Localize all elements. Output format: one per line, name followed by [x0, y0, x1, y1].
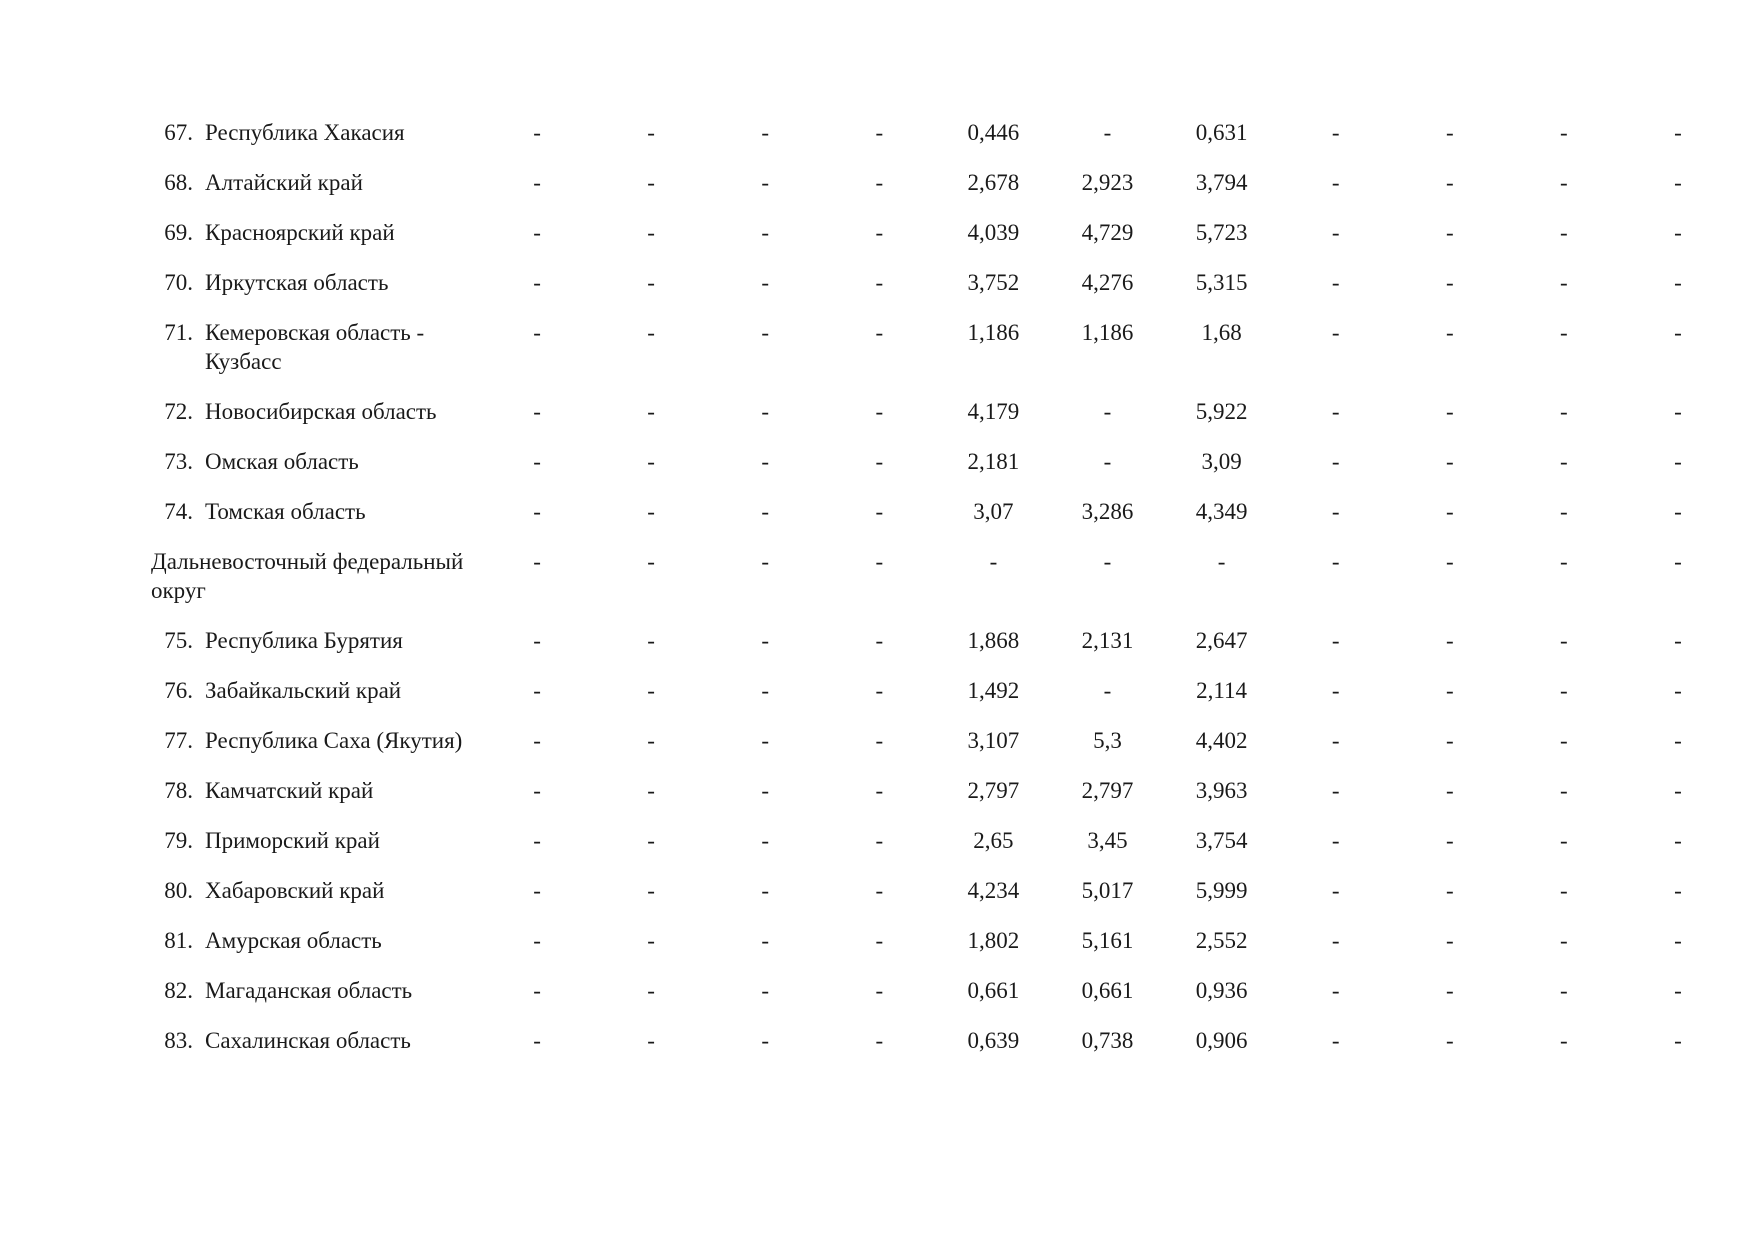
value-cell: - [761, 828, 770, 853]
value-cell: - [533, 270, 541, 295]
value-cell: - [875, 499, 884, 524]
value-cell: 2,797 [1081, 778, 1134, 803]
value-cell: - [875, 678, 884, 703]
region-name: Алтайский край [205, 170, 363, 195]
value-cell: - [1674, 978, 1682, 1003]
value-cell: - [533, 1028, 541, 1053]
value-cell: - [1331, 678, 1340, 703]
row-number: 83. [164, 1028, 193, 1053]
value-cell: - [1445, 170, 1454, 195]
table-row [145, 318, 1735, 397]
value-cell: 2,65 [973, 828, 1014, 853]
value-cell: - [761, 449, 770, 474]
value-cell: - [1674, 499, 1682, 524]
value-cell: 1,868 [967, 628, 1020, 653]
value-cell: 4,729 [1081, 220, 1134, 245]
value-cell: 3,286 [1081, 499, 1134, 524]
table-row [145, 447, 1735, 497]
value-cell: - [1560, 978, 1568, 1003]
value-cell: - [1560, 449, 1568, 474]
value-cell: 4,349 [1195, 499, 1248, 524]
value-cell: - [533, 978, 541, 1003]
value-cell: - [1560, 928, 1568, 953]
value-cell: - [1331, 878, 1340, 903]
value-cell: - [1331, 170, 1340, 195]
value-cell: 4,234 [967, 878, 1020, 903]
table-row [145, 926, 1735, 976]
table-body [145, 118, 1735, 1076]
value-cell: - [533, 120, 541, 145]
row-number: 69. [164, 220, 193, 245]
row-number: 76. [164, 678, 193, 703]
value-cell: - [647, 928, 655, 953]
row-number: 67. [164, 120, 193, 145]
value-cell: 5,161 [1081, 928, 1134, 953]
value-cell: 2,114 [1196, 678, 1248, 703]
value-cell: - [533, 828, 541, 853]
row-number: 70. [164, 270, 193, 295]
row-number: 78. [164, 778, 193, 803]
table-row [145, 397, 1735, 447]
value-cell: - [647, 120, 655, 145]
value-cell: - [1560, 678, 1568, 703]
value-cell: 2,923 [1081, 170, 1134, 195]
value-cell: - [533, 170, 541, 195]
value-cell: - [875, 1028, 884, 1053]
value-cell: - [1445, 549, 1454, 574]
value-cell: - [761, 678, 770, 703]
value-cell: - [875, 878, 884, 903]
value-cell: 2,797 [967, 778, 1020, 803]
value-cell: - [875, 978, 884, 1003]
value-cell: - [875, 778, 884, 803]
value-cell: - [1445, 220, 1454, 245]
value-cell: - [761, 549, 770, 574]
value-cell: - [875, 449, 884, 474]
value-cell: - [647, 220, 655, 245]
value-cell: - [1560, 878, 1568, 903]
value-cell: 0,661 [1081, 978, 1134, 1003]
value-cell: - [761, 978, 770, 1003]
value-cell: - [1560, 320, 1568, 345]
value-cell: 3,752 [967, 270, 1020, 295]
value-cell: - [1331, 828, 1340, 853]
value-cell: - [1103, 549, 1112, 574]
value-cell: - [875, 399, 884, 424]
value-cell: - [761, 499, 770, 524]
value-cell: - [1560, 1028, 1568, 1053]
value-cell: - [647, 828, 655, 853]
table-row [145, 1026, 1735, 1076]
value-cell: - [761, 1028, 770, 1053]
value-cell: - [647, 878, 655, 903]
value-cell: - [1445, 678, 1454, 703]
row-number: 81. [164, 928, 193, 953]
region-name: Магаданская область [205, 978, 413, 1003]
value-cell: - [1674, 928, 1682, 953]
table-row [145, 676, 1735, 726]
region-name: Забайкальский край [205, 678, 402, 703]
value-cell: - [647, 170, 655, 195]
value-cell: - [647, 499, 655, 524]
value-cell: - [1560, 399, 1568, 424]
value-cell: 3,45 [1087, 828, 1128, 853]
value-cell: 0,936 [1195, 978, 1248, 1003]
value-cell: - [533, 778, 541, 803]
value-cell: - [1674, 120, 1682, 145]
value-cell: - [761, 778, 770, 803]
region-name: Камчатский край [205, 778, 374, 803]
value-cell: - [761, 928, 770, 953]
value-cell: - [647, 449, 655, 474]
value-cell: 1,186 [1081, 320, 1134, 345]
value-cell: - [761, 120, 770, 145]
value-cell: 3,754 [1195, 828, 1248, 853]
value-cell: - [1103, 678, 1112, 703]
value-cell: - [875, 220, 884, 245]
value-cell: - [761, 399, 770, 424]
value-cell: - [533, 220, 541, 245]
value-cell: - [1445, 449, 1454, 474]
value-cell: - [1331, 928, 1340, 953]
value-cell: - [533, 728, 541, 753]
value-cell: - [875, 270, 884, 295]
value-cell: - [1445, 499, 1454, 524]
value-cell: - [1331, 499, 1340, 524]
value-cell: 4,039 [967, 220, 1020, 245]
region-name: Новосибирская область [205, 399, 437, 424]
region-name: Хабаровский край [205, 878, 385, 903]
region-name: Республика Саха (Якутия) [205, 728, 463, 753]
value-cell: - [533, 399, 541, 424]
value-cell: - [761, 628, 770, 653]
value-cell: 2,552 [1195, 928, 1248, 953]
value-cell: - [1560, 220, 1568, 245]
region-name: Омская область [205, 449, 359, 474]
value-cell: - [875, 170, 884, 195]
value-cell: - [533, 449, 541, 474]
value-cell: - [761, 728, 770, 753]
value-cell: - [761, 170, 770, 195]
value-cell: - [989, 549, 998, 574]
value-cell: - [1674, 449, 1682, 474]
value-cell: - [647, 399, 655, 424]
value-cell: - [1331, 1028, 1340, 1053]
value-cell: 5,315 [1195, 270, 1248, 295]
value-cell: 5,999 [1195, 878, 1248, 903]
value-cell: - [1445, 1028, 1454, 1053]
value-cell: - [1445, 399, 1454, 424]
value-cell: 2,131 [1081, 628, 1134, 653]
value-cell: - [761, 878, 770, 903]
row-number: 75. [164, 628, 193, 653]
value-cell: - [1445, 878, 1454, 903]
value-cell: - [1103, 120, 1112, 145]
value-cell: - [1674, 628, 1682, 653]
value-cell: - [1103, 399, 1112, 424]
table-row [145, 876, 1735, 926]
value-cell: - [1674, 270, 1682, 295]
value-cell: - [1674, 320, 1682, 345]
value-cell: - [761, 220, 770, 245]
value-cell: - [647, 1028, 655, 1053]
value-cell: - [1331, 399, 1340, 424]
value-cell: - [1331, 628, 1340, 653]
row-number: 68. [164, 170, 193, 195]
value-cell: - [1674, 1028, 1682, 1053]
value-cell: - [761, 320, 770, 345]
region-name: Томская область [205, 499, 366, 524]
value-cell: - [1674, 549, 1682, 574]
value-cell: - [533, 678, 541, 703]
value-cell: - [875, 320, 884, 345]
value-cell: 2,678 [967, 170, 1020, 195]
value-cell: 2,647 [1195, 628, 1248, 653]
value-cell: - [1560, 728, 1568, 753]
value-cell: - [1560, 270, 1568, 295]
row-number: 77. [164, 728, 193, 753]
value-cell: 0,639 [967, 1028, 1020, 1053]
value-cell: - [1560, 549, 1568, 574]
value-cell: 0,446 [967, 120, 1020, 145]
region-name: Республика Бурятия [205, 628, 403, 653]
value-cell: - [1445, 320, 1454, 345]
table-row [145, 976, 1735, 1026]
value-cell: 3,107 [967, 728, 1020, 753]
region-name: Республика Хакасия [205, 120, 405, 145]
value-cell: - [1331, 320, 1340, 345]
value-cell: - [1331, 220, 1340, 245]
value-cell: - [1560, 499, 1568, 524]
value-cell: - [647, 320, 655, 345]
region-name: Сахалинская область [205, 1028, 411, 1053]
region-name: Кемеровская область - Кузбасс [205, 320, 425, 374]
value-cell: - [1445, 728, 1454, 753]
value-cell: - [1560, 170, 1568, 195]
value-cell: - [647, 549, 655, 574]
value-cell: 3,07 [973, 499, 1014, 524]
value-cell: - [875, 728, 884, 753]
value-cell: - [1674, 878, 1682, 903]
value-cell: - [533, 878, 541, 903]
value-cell: - [761, 270, 770, 295]
value-cell: - [875, 628, 884, 653]
value-cell: - [1445, 978, 1454, 1003]
value-cell: 1,802 [967, 928, 1020, 953]
value-cell: - [533, 928, 541, 953]
value-cell: - [1217, 549, 1226, 574]
value-cell: 0,631 [1195, 120, 1248, 145]
value-cell: - [533, 499, 541, 524]
value-cell: - [1445, 270, 1454, 295]
value-cell: - [1331, 978, 1340, 1003]
value-cell: - [1560, 778, 1568, 803]
region-name: Иркутская область [205, 270, 389, 295]
value-cell: 0,906 [1195, 1028, 1248, 1053]
value-cell: 1,492 [967, 678, 1020, 703]
value-cell: - [875, 928, 884, 953]
value-cell: - [1331, 549, 1340, 574]
table-row [145, 497, 1735, 547]
value-cell: - [1445, 828, 1454, 853]
value-cell: - [1445, 120, 1454, 145]
value-cell: - [1674, 220, 1682, 245]
value-cell: - [1674, 678, 1682, 703]
value-cell: 5,723 [1195, 220, 1248, 245]
section-row [145, 547, 1735, 626]
value-cell: - [1674, 828, 1682, 853]
value-cell: - [1331, 270, 1340, 295]
value-cell: - [875, 120, 884, 145]
value-cell: - [647, 728, 655, 753]
value-cell: 1,186 [967, 320, 1020, 345]
value-cell: - [647, 270, 655, 295]
table-row [145, 726, 1735, 776]
value-cell: - [1445, 628, 1454, 653]
value-cell: - [1560, 828, 1568, 853]
row-number: 74. [164, 499, 193, 524]
table-row [145, 826, 1735, 876]
value-cell: - [1331, 120, 1340, 145]
value-cell: - [1674, 728, 1682, 753]
table-row [145, 168, 1735, 218]
value-cell: - [1560, 628, 1568, 653]
table-row [145, 268, 1735, 318]
value-cell: - [875, 828, 884, 853]
value-cell: - [1331, 778, 1340, 803]
row-number: 73. [164, 449, 193, 474]
value-cell: 2,181 [967, 449, 1020, 474]
value-cell: - [1674, 778, 1682, 803]
table-row [145, 776, 1735, 826]
section-title: Дальневосточный федеральный округ [151, 549, 464, 603]
value-cell: - [647, 978, 655, 1003]
table-row [145, 626, 1735, 676]
value-cell: - [533, 320, 541, 345]
value-cell: - [1103, 449, 1112, 474]
row-number: 72. [164, 399, 193, 424]
value-cell: 5,017 [1081, 878, 1134, 903]
region-name: Амурская область [205, 928, 382, 953]
value-cell: - [1445, 928, 1454, 953]
value-cell: 5,922 [1195, 399, 1248, 424]
value-cell: - [1331, 449, 1340, 474]
table-row [145, 118, 1735, 168]
row-number: 80. [164, 878, 193, 903]
value-cell: 3,963 [1195, 778, 1248, 803]
value-cell: 4,402 [1195, 728, 1248, 753]
row-number: 79. [164, 828, 193, 853]
value-cell: - [1674, 399, 1682, 424]
value-cell: 4,179 [967, 399, 1020, 424]
value-cell: 3,09 [1201, 449, 1242, 474]
region-name: Красноярский край [205, 220, 395, 245]
value-cell: 4,276 [1081, 270, 1134, 295]
region-name: Приморский край [205, 828, 380, 853]
value-cell: 1,68 [1201, 320, 1242, 345]
value-cell: - [875, 549, 884, 574]
value-cell: - [1674, 170, 1682, 195]
value-cell: 0,738 [1081, 1028, 1134, 1053]
value-cell: - [1560, 120, 1568, 145]
value-cell: - [647, 778, 655, 803]
value-cell: 5,3 [1093, 728, 1122, 753]
value-cell: - [1445, 778, 1454, 803]
value-cell: 3,794 [1195, 170, 1248, 195]
value-cell: - [647, 678, 655, 703]
value-cell: - [533, 549, 541, 574]
regions-table [145, 118, 1735, 1076]
value-cell: - [533, 628, 541, 653]
value-cell: 0,661 [967, 978, 1020, 1003]
row-number: 71. [164, 320, 193, 345]
value-cell: - [1331, 728, 1340, 753]
value-cell: - [647, 628, 655, 653]
row-number: 82. [164, 978, 193, 1003]
table-row [145, 218, 1735, 268]
